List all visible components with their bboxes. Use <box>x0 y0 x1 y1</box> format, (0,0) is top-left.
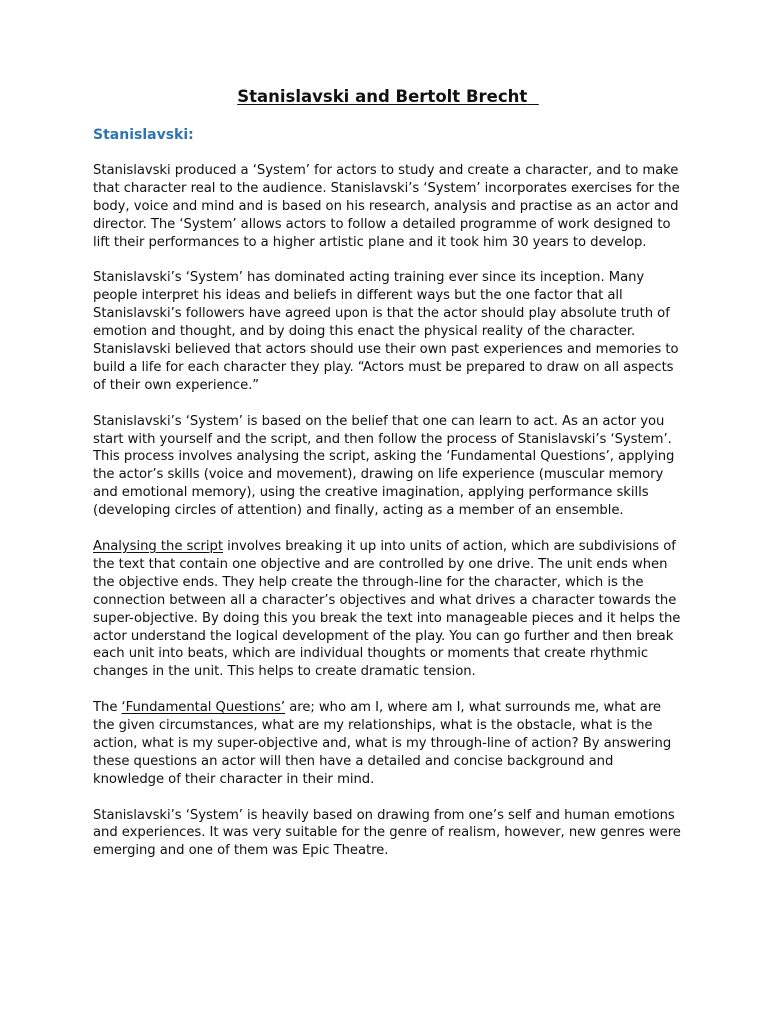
paragraph-text: Stanislavski’s ‘System’ has dominated acting training ever since its inception. Many people interpret his ideas and beliefs in different ways but the one factor that all Stanislavski’s followers have agreed upon is that the actor should play absolute truth of emotion and thought, and by doing this enact the physical reality of the character. Stanislavski believed that actors should use their own past experiences and memories to build a life for each character they play. “Actors must be prepared to draw on all aspects of their own experience.” <box>93 270 679 393</box>
document-title-text: Stanislavski and Bertolt Brecht <box>237 87 528 106</box>
paragraph-text: Stanislavski’s ‘System’ is heavily based on drawing from one’s self and human emotions and experiences. It was very suitable for the genre of realism, however, new genres were emerging and one of them was Epic Theatre. <box>93 807 681 859</box>
paragraph-fundamental-questions <box>93 699 683 789</box>
paragraph-system-process <box>93 413 683 520</box>
paragraph-text: involves breaking it up into units of action, which are subdivisions of the text that contain one objective and are controlled by one drive. The unit ends when the objective ends. They help create the through-line for the character, which is the connection between all a character’s objectives and what drives a character towards the super-objective. By doing this you break the text into manageable pieces and it helps the actor understand the logical development of the play. You can go further and then break each unit into beats, which are individual thoughts or moments that create rhythmic changes in the unit. This helps to create dramatic tension. <box>93 538 681 680</box>
document-title-trailing-space <box>527 87 539 106</box>
paragraph-text: Stanislavski produced a ‘System’ for actors to study and create a character, and to make that character real to the audience. Stanislavski’s ‘System’ incorporates exercises for the body, voice and mind and is based on his research, analysis and practise as an actor and director. The ‘System’ allows actors to follow a detailed programme of work designed to lift their performances to a higher artistic plane and it took him 30 years to develop. <box>93 163 680 250</box>
paragraph-analysing-script <box>93 538 683 681</box>
paragraph-text: Stanislavski’s ‘System’ is based on the belief that one can learn to act. As an actor you start with yourself and the script, and then follow the process of Stanislavski’s ‘System’. This process involves analysing the script, asking the ‘Fundamental Questions’, applying the actor’s skills (voice and movement), drawing on life experience (muscular memory and emotional memory), using the creative imagination, applying performance skills (developing circles of attention) and finally, acting as a member of an ensemble. <box>93 413 675 519</box>
paragraph-system-intro <box>93 162 683 252</box>
document-page <box>93 86 683 878</box>
paragraph-text: are; who am I, where am I, what surrounds me, what are the given circumstances, what are my relationships, what is the obstacle, what is the action, what is my super-objective and, what is my through-line of action? By answering these questions an actor will then have a detailed and concise background and knowledge of their character in their mind. <box>93 700 672 787</box>
underlined-term-analysing-script: Analysing the script <box>93 538 223 554</box>
paragraph-system-dominance <box>93 269 683 394</box>
paragraph-prefix: The <box>93 700 122 716</box>
underlined-term-fundamental-questions: ‘Fundamental Questions’ <box>121 700 286 716</box>
section-heading: Stanislavski: <box>93 127 194 143</box>
document-title <box>93 86 683 108</box>
paragraph-system-realism <box>93 807 683 861</box>
